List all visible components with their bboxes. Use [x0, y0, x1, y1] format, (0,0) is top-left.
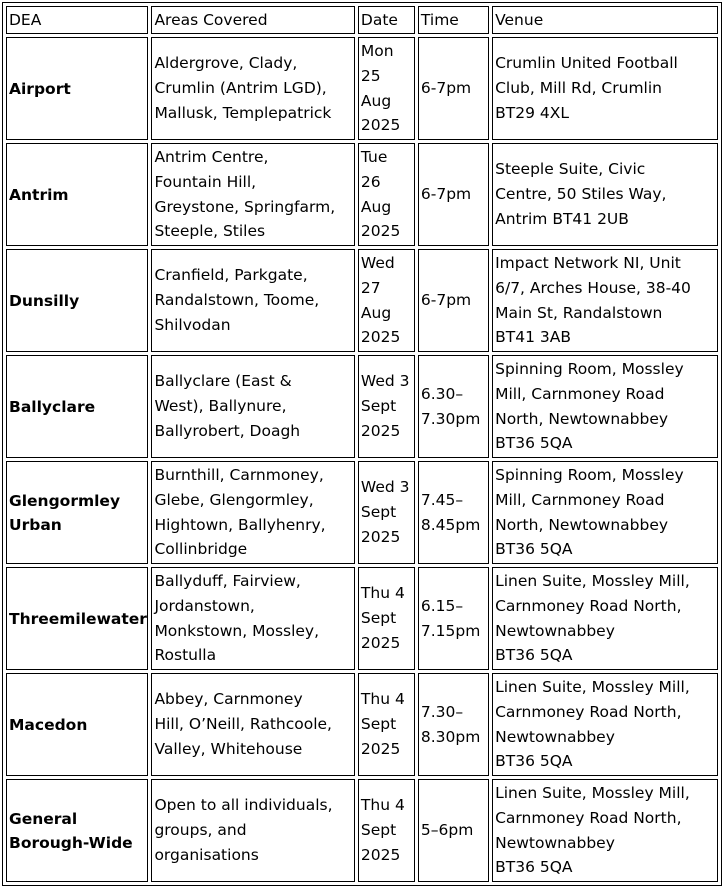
venue-line: Crumlin United Football — [495, 54, 678, 73]
venue-line: Impact Network NI, Unit — [495, 253, 681, 272]
areas-line: Hill, O’Neill, Rathcoole, — [154, 715, 332, 734]
areas-line: Crumlin (Antrim LGD), — [154, 79, 327, 98]
date-cell — [358, 249, 415, 352]
areas-cell — [151, 779, 354, 882]
time-cell — [418, 779, 489, 882]
date-cell — [358, 779, 415, 882]
time-cell — [418, 37, 489, 140]
date-line: 2025 — [360, 421, 401, 440]
table-row — [6, 673, 718, 776]
venue-cell — [492, 673, 718, 776]
venue-line: BT36 5QA — [495, 434, 573, 453]
date-line: Wed — [360, 253, 395, 272]
areas-line: Burnthill, Carnmoney, — [154, 465, 324, 484]
venue-line: Newtownabbey — [495, 621, 615, 640]
areas-line: groups, and — [154, 821, 247, 840]
time-cell — [418, 567, 489, 670]
venue-line: Linen Suite, Mossley Mill, — [495, 677, 690, 696]
venue-cell — [492, 567, 718, 670]
venue-line: Mill, Carnmoney Road — [495, 490, 665, 509]
date-line: Wed 3 — [360, 372, 410, 391]
date-line: 2025 — [360, 633, 401, 652]
dea-line: Glengormley — [9, 491, 121, 510]
date-line: 2025 — [360, 527, 401, 546]
date-line: Wed 3 — [360, 478, 410, 497]
areas-cell — [151, 567, 354, 670]
areas-line: Abbey, Carnmoney — [154, 690, 303, 709]
time-line: 7.30– — [420, 702, 464, 721]
venue-line: BT36 5QA — [495, 752, 573, 771]
areas-line: Hightown, Ballyhenry, — [154, 515, 326, 534]
dea-cell — [6, 567, 148, 670]
venue-line: BT36 5QA — [495, 540, 573, 559]
time-line: 6-7pm — [420, 185, 472, 204]
date-line: Tue 26 — [360, 147, 388, 191]
date-cell — [358, 143, 415, 246]
date-line: Thu 4 — [360, 690, 405, 709]
header-venue: Venue — [492, 6, 718, 34]
venue-line: Spinning Room, Mossley — [495, 359, 684, 378]
areas-line: Open to all individuals, — [154, 796, 333, 815]
time-line: 7.45– — [420, 490, 464, 509]
venue-line: Steeple Suite, Civic — [495, 160, 646, 179]
areas-line: Glebe, Glengormley, — [154, 490, 314, 509]
consultation-schedule-table — [2, 2, 722, 886]
table-row — [6, 779, 718, 882]
areas-cell — [151, 461, 354, 564]
dea-line: General — [9, 809, 78, 828]
venue-line: Carnmoney Road North, — [495, 596, 682, 615]
venue-line: Newtownabbey — [495, 833, 615, 852]
time-line: 8.45pm — [420, 515, 481, 534]
date-line: Mon — [360, 41, 394, 60]
venue-cell — [492, 355, 718, 458]
areas-line: Collinbridge — [154, 540, 248, 559]
venue-line: BT29 4XL — [495, 103, 569, 122]
date-line: 2025 — [360, 222, 401, 241]
date-cell — [358, 567, 415, 670]
dea-line: Macedon — [9, 715, 88, 734]
date-line: Aug — [360, 197, 392, 216]
venue-line: BT41 3AB — [495, 328, 571, 347]
venue-line: North, Newtownabbey — [495, 515, 669, 534]
venue-cell — [492, 37, 718, 140]
areas-line: Valley, Whitehouse — [154, 739, 303, 758]
date-line: 2025 — [360, 328, 401, 347]
venue-cell — [492, 249, 718, 352]
table-row — [6, 461, 718, 564]
dea-line: Threemilewater — [9, 609, 147, 628]
date-line: 2025 — [360, 845, 401, 864]
dea-line: Dunsilly — [9, 291, 80, 310]
venue-line: Centre, 50 Stiles Way, — [495, 185, 667, 204]
date-line: Aug — [360, 303, 392, 322]
dea-cell — [6, 461, 148, 564]
dea-line: Antrim — [9, 185, 69, 204]
venue-line: 6/7, Arches House, 38-40 — [495, 278, 691, 297]
areas-line: Cranfield, Parkgate, — [154, 266, 308, 285]
areas-line: West), Ballynure, — [154, 397, 287, 416]
time-line: 7.15pm — [420, 621, 481, 640]
areas-line: Antrim Centre, — [154, 147, 269, 166]
date-cell — [358, 461, 415, 564]
areas-cell — [151, 673, 354, 776]
time-line: 8.30pm — [420, 727, 481, 746]
venue-cell — [492, 461, 718, 564]
venue-line: Antrim BT41 2UB — [495, 209, 629, 228]
venue-line: Carnmoney Road North, — [495, 702, 682, 721]
time-line: 7.30pm — [420, 409, 481, 428]
venue-line: Club, Mill Rd, Crumlin — [495, 79, 662, 98]
venue-line: Mill, Carnmoney Road — [495, 384, 665, 403]
time-line: 6-7pm — [420, 291, 472, 310]
areas-line: Fountain Hill, — [154, 172, 257, 191]
areas-line: Rostulla — [154, 646, 217, 665]
date-cell — [358, 355, 415, 458]
date-line: Sept — [360, 821, 397, 840]
time-cell — [418, 355, 489, 458]
date-line: Thu 4 — [360, 796, 405, 815]
areas-line: Ballyrobert, Doagh — [154, 421, 301, 440]
date-line: 25 — [360, 66, 381, 85]
date-line: 2025 — [360, 116, 401, 135]
date-line: Sept — [360, 397, 397, 416]
dea-line: Urban — [9, 515, 62, 534]
dea-line: Airport — [9, 79, 71, 98]
venue-line: North, Newtownabbey — [495, 409, 669, 428]
table-row — [6, 37, 718, 140]
venue-line: Linen Suite, Mossley Mill, — [495, 783, 690, 802]
dea-cell — [6, 37, 148, 140]
dea-cell — [6, 779, 148, 882]
dea-line: Ballyclare — [9, 397, 96, 416]
date-line: 27 — [360, 278, 381, 297]
venue-line: Main St, Randalstown — [495, 303, 663, 322]
areas-line: Randalstown, Toome, — [154, 291, 320, 310]
table-row — [6, 567, 718, 670]
areas-line: Monkstown, Mossley, — [154, 621, 320, 640]
venue-line: Newtownabbey — [495, 727, 615, 746]
areas-cell — [151, 355, 354, 458]
time-line: 6.30– — [420, 384, 464, 403]
date-line: 2025 — [360, 739, 401, 758]
time-line: 6-7pm — [420, 79, 472, 98]
venue-line: BT36 5QA — [495, 646, 573, 665]
dea-line: Borough-Wide — [9, 833, 133, 852]
date-cell — [358, 673, 415, 776]
time-line: 6.15– — [420, 596, 464, 615]
areas-cell — [151, 37, 354, 140]
areas-line: Greystone, Springfarm, — [154, 197, 336, 216]
date-line: Sept — [360, 715, 397, 734]
areas-line: Jordanstown, — [154, 596, 255, 615]
table-row — [6, 249, 718, 352]
venue-line: Linen Suite, Mossley Mill, — [495, 571, 690, 590]
table-row — [6, 355, 718, 458]
header-date: Date — [358, 6, 415, 34]
areas-line: organisations — [154, 845, 259, 864]
date-line: Thu 4 — [360, 584, 405, 603]
dea-cell — [6, 249, 148, 352]
time-line: 5–6pm — [420, 821, 474, 840]
header-dea: DEA — [6, 6, 148, 34]
areas-line: Shilvodan — [154, 315, 231, 334]
areas-cell — [151, 143, 354, 246]
header-areas-covered: Areas Covered — [151, 6, 354, 34]
areas-line: Aldergrove, Clady, — [154, 54, 298, 73]
areas-line: Steeple, Stiles — [154, 222, 266, 241]
time-cell — [418, 249, 489, 352]
date-line: Aug — [360, 91, 392, 110]
areas-line: Mallusk, Templepatrick — [154, 103, 332, 122]
venue-cell — [492, 779, 718, 882]
venue-cell — [492, 143, 718, 246]
table-header-row — [6, 6, 718, 34]
areas-cell — [151, 249, 354, 352]
venue-line: Spinning Room, Mossley — [495, 465, 684, 484]
time-cell — [418, 461, 489, 564]
time-cell — [418, 673, 489, 776]
venue-line: Carnmoney Road North, — [495, 808, 682, 827]
venue-line: BT36 5QA — [495, 858, 573, 877]
areas-line: Ballyduff, Fairview, — [154, 571, 301, 590]
time-cell — [418, 143, 489, 246]
dea-cell — [6, 673, 148, 776]
areas-line: Ballyclare (East & — [154, 372, 292, 391]
dea-cell — [6, 355, 148, 458]
dea-cell — [6, 143, 148, 246]
date-cell — [358, 37, 415, 140]
header-time: Time — [418, 6, 489, 34]
table-row — [6, 143, 718, 246]
date-line: Sept — [360, 609, 397, 628]
date-line: Sept — [360, 503, 397, 522]
